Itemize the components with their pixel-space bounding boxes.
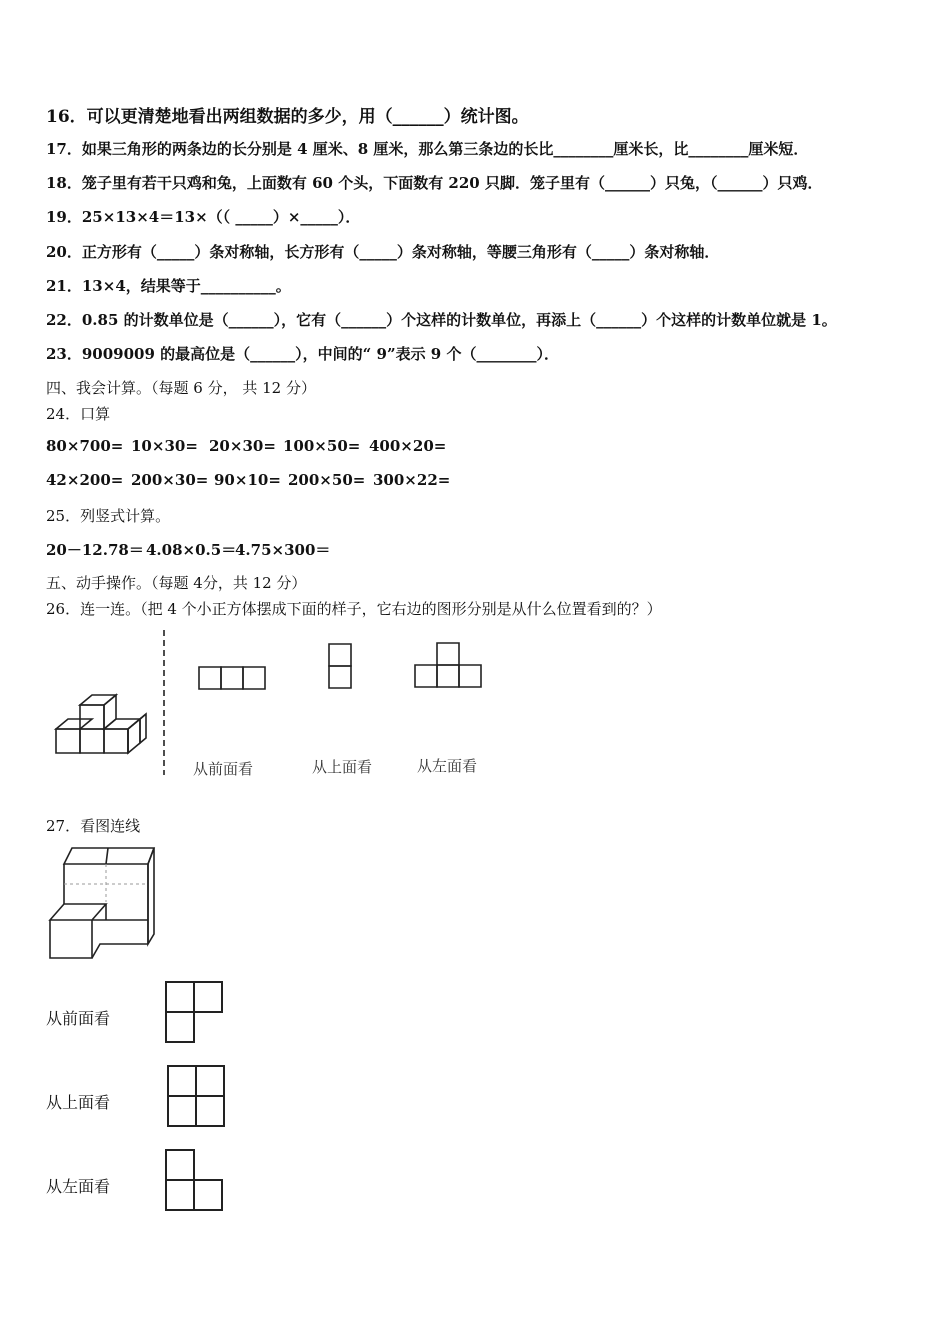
calc-item: 200×30= bbox=[131, 471, 209, 489]
question-24: 24．口算 bbox=[46, 405, 111, 423]
view-l-shape-b bbox=[160, 1144, 230, 1216]
cube-stack-drawing bbox=[56, 695, 146, 753]
view-two-stacked bbox=[329, 644, 351, 688]
question-27-solid bbox=[44, 842, 160, 966]
label-top-view: 从上面看 bbox=[46, 1093, 111, 1112]
calc-item: 400×20= bbox=[369, 437, 447, 455]
question-22: 22．0.85 的计数单位是（______），它有（______）个这样的计数单位，再添上（______）个这样的计数单位就是 1。 bbox=[46, 311, 837, 329]
calc-item: 20－12.78＝ bbox=[46, 541, 144, 559]
calc-item: 80×700= bbox=[46, 437, 124, 455]
question-25: 25．列竖式计算。 bbox=[46, 507, 171, 525]
section-4-title: 四、我会计算。（每题 6 分， 共 12 分） bbox=[46, 379, 316, 397]
caption-top-view: 从上面看 bbox=[312, 758, 373, 776]
label-left-view: 从左面看 bbox=[46, 1177, 111, 1196]
calc-item: 20×30= bbox=[209, 437, 276, 455]
question-23: 23．9009009 的最高位是（______），中间的“ 9”表示 9 个（________）． bbox=[46, 345, 559, 363]
view-two-by-two bbox=[160, 1060, 232, 1134]
calc-item: 300×22= bbox=[373, 471, 451, 489]
label-front-view: 从前面看 bbox=[46, 1009, 111, 1028]
caption-front-view: 从前面看 bbox=[193, 760, 254, 778]
calc-item: 42×200= bbox=[46, 471, 124, 489]
question-16: 16．可以更清楚地看出两组数据的多少，用（______）统计图。 bbox=[46, 107, 529, 127]
question-20: 20．正方形有（_____）条对称轴，长方形有（_____）条对称轴，等腰三角形有（_____）条对称轴． bbox=[46, 243, 720, 261]
calc-item: 100×50= bbox=[283, 437, 361, 455]
view-three-in-row bbox=[199, 667, 265, 689]
question-17: 17．如果三角形的两条边的长分别是 4 厘米、8 厘米，那么第三条边的长比________厘米长，比________厘米短． bbox=[46, 140, 809, 158]
view-t-shape bbox=[415, 643, 481, 687]
question-27: 27．看图连线 bbox=[46, 817, 141, 835]
calc-item: 10×30= bbox=[131, 437, 198, 455]
calc-item: 4.75×300＝ bbox=[235, 541, 331, 559]
question-18: 18．笼子里有若干只鸡和兔，上面数有 60 个头，下面数有 220 只脚．笼子里有（______）只兔，（______）只鸡． bbox=[46, 174, 823, 192]
section-5-title: 五、动手操作。（每题 4分，共 12 分） bbox=[46, 574, 307, 592]
question-26: 26．连一连。（把 4 个小正方体摆成下面的样子，它右边的图形分别是从什么位置看到的？） bbox=[46, 600, 662, 618]
calc-item: 90×10= bbox=[214, 471, 281, 489]
question-21: 21．13×4，结果等于__________。 bbox=[46, 277, 291, 295]
caption-left-view: 从左面看 bbox=[417, 757, 478, 775]
view-l-shape-a bbox=[160, 976, 230, 1048]
calc-item: 4.08×0.5＝ bbox=[146, 541, 237, 559]
question-19: 19．25×13×4＝13×（（ _____）×_____）． bbox=[46, 208, 361, 226]
calc-item: 200×50= bbox=[288, 471, 366, 489]
